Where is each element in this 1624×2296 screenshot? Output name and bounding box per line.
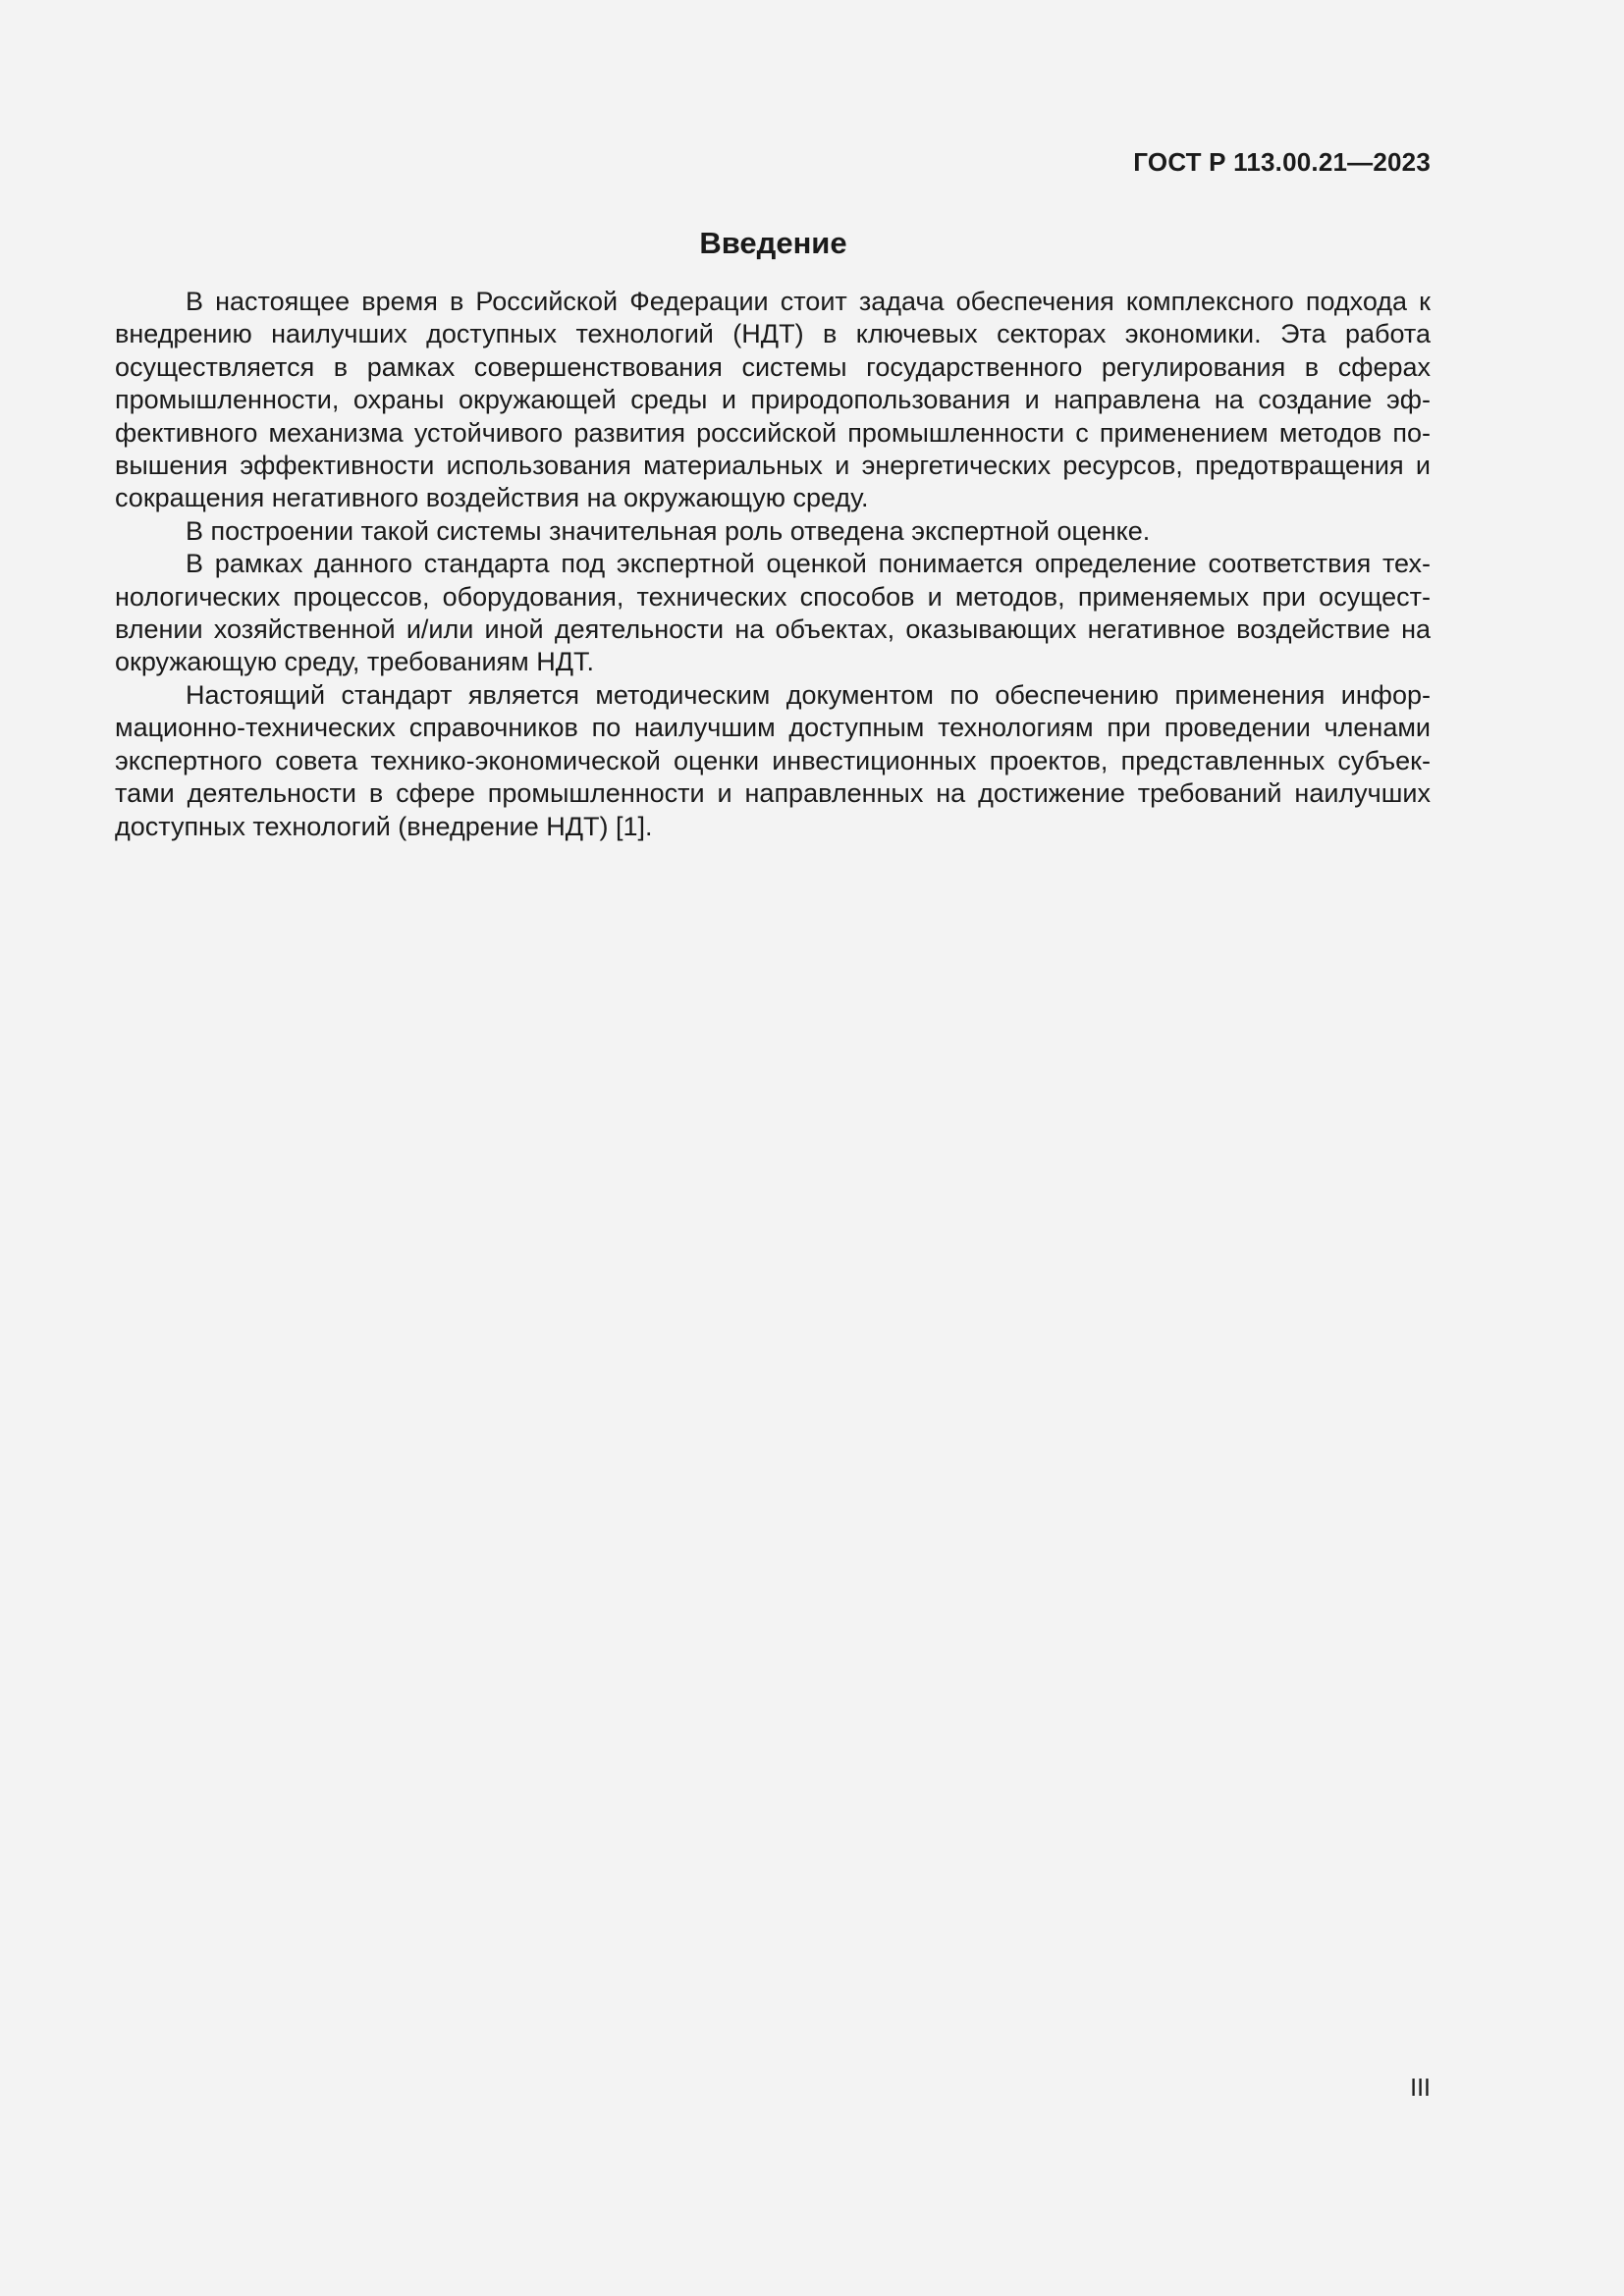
paragraph-3: В рамках данного стандарта под экспертной оценкой понимается определение соответствия технологических процессов, оборудования, технических способов и методов, применяемых при осуществлении хозяйственной и/или иной деятельности на объектах, оказывающих негативное воздействие на окружающую среду, требованиям НДТ. bbox=[115, 549, 1431, 677]
section-body bbox=[115, 286, 1431, 843]
page-number: III bbox=[1410, 2074, 1431, 2102]
paragraph-4: Настоящий стандарт является методическим документом по обеспечению применения информационно-технических справочников по наилучшим доступным технологиям при проведении членами экспертного совета технико-экономической оценки инвестиционных проектов, представленных субъектами деятельности в сфере промышленности и направленных на достижение требований наилучших доступных технологий (внедрение НДТ) [1]. bbox=[115, 679, 1431, 841]
section-title: Введение bbox=[699, 226, 847, 260]
paragraph-1: В настоящее время в Российской Федерации стоит задача обеспечения комплексного подхода к внедрению наилучших доступных технологий (НДТ) в ключевых секторах экономики. Эта работа осуществляется в рамках совершенствования системы государственного регулирования в сферах промышленности, охраны окружающей среды и природопользования и направлена на создание эффективного механизма устойчивого развития российской промышленности с применением методов повышения эффективности использования материальных и энергетических ресурсов, предотвращения и сокращения негативного воздействия на окружающую среду. bbox=[115, 287, 1431, 513]
paragraph-2: В построении такой системы значительная роль отведена экспертной оценке. bbox=[186, 515, 1151, 546]
document-standard-code: ГОСТ Р 113.00.21—2023 bbox=[1133, 147, 1431, 177]
